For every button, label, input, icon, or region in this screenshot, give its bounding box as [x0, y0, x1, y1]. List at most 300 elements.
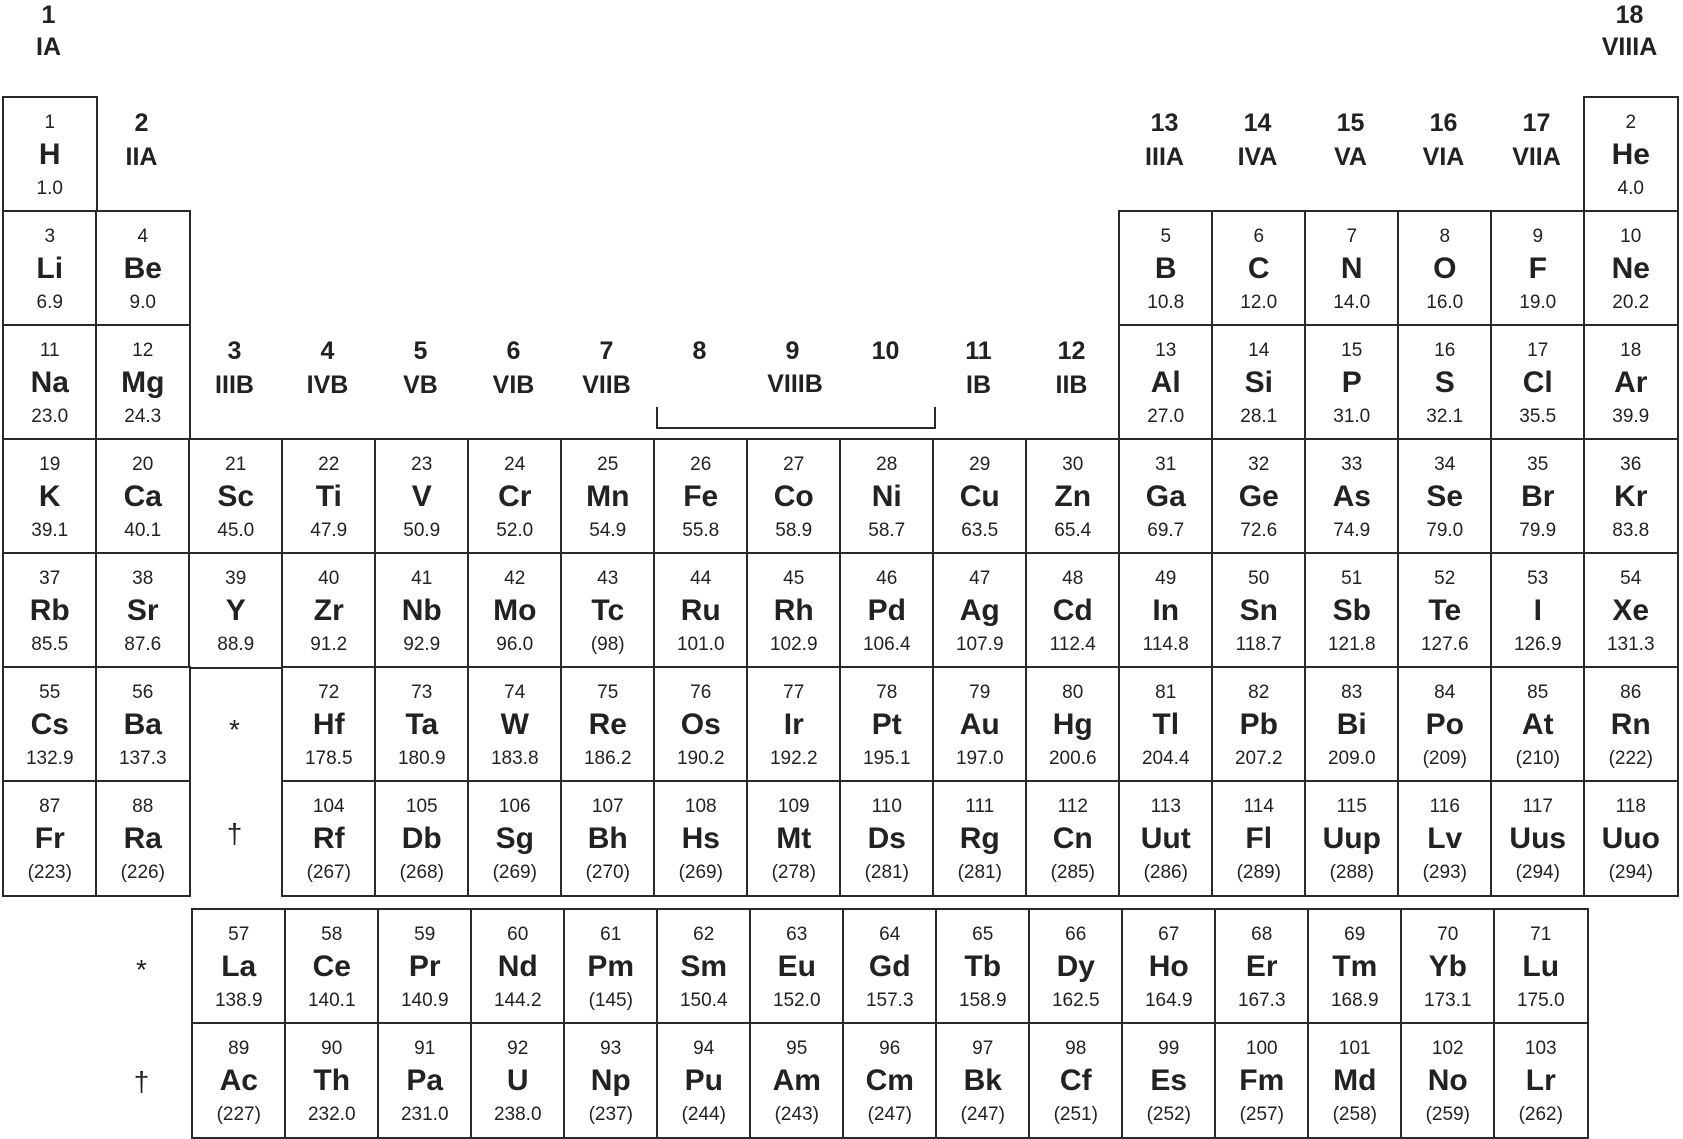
element-cell-bk — [935, 1022, 1031, 1139]
element-symbol: Mg — [121, 366, 165, 399]
element-symbol: Rf — [312, 822, 345, 855]
atomic-mass: 168.9 — [1330, 990, 1379, 1011]
element-cell-w — [467, 666, 563, 783]
element-symbol: Sg — [495, 822, 534, 855]
element-cell-sm — [656, 908, 752, 1025]
atomic-mass: (270) — [585, 862, 630, 883]
element-symbol: Th — [313, 1064, 351, 1097]
atomic-number: 104 — [312, 796, 345, 817]
atomic-number: 4 — [137, 226, 149, 247]
atomic-mass: 92.9 — [403, 634, 441, 655]
element-symbol: C — [1247, 252, 1270, 285]
element-cell-am — [749, 1022, 845, 1139]
atomic-mass: 32.1 — [1426, 406, 1464, 427]
group-header-14 — [1211, 108, 1304, 176]
element-symbol: Am — [772, 1064, 821, 1097]
group-roman: VIIB — [582, 371, 631, 399]
group-header-9 — [746, 336, 839, 366]
element-symbol: Te — [1428, 594, 1462, 627]
element-symbol: Y — [225, 594, 246, 627]
group-header-6 — [467, 336, 560, 404]
element-cell-lv — [1397, 780, 1493, 897]
group-header-15 — [1304, 108, 1397, 176]
atomic-mass: (278) — [771, 862, 816, 883]
atomic-number: 2 — [1625, 112, 1637, 133]
atomic-mass: 63.5 — [961, 520, 999, 541]
group-roman: IIIB — [215, 371, 254, 399]
atomic-number: 73 — [411, 682, 433, 703]
atomic-mass: 20.2 — [1612, 292, 1650, 313]
atomic-number: 49 — [1155, 568, 1177, 589]
element-symbol: Ga — [1145, 480, 1186, 513]
atomic-number: 113 — [1150, 796, 1181, 817]
group-roman: IVB — [306, 371, 349, 399]
atomic-mass: 118.7 — [1235, 634, 1282, 655]
atomic-number: 94 — [693, 1038, 715, 1059]
atomic-number: 8 — [1439, 226, 1451, 247]
atomic-number: 6 — [1253, 226, 1265, 247]
atomic-mass: (247) — [960, 1104, 1005, 1125]
element-symbol: Co — [773, 480, 814, 513]
group-number: 16 — [1429, 109, 1458, 137]
atomic-mass: 85.5 — [31, 634, 69, 655]
atomic-number: 67 — [1158, 924, 1180, 945]
atomic-number: 51 — [1341, 568, 1363, 589]
element-symbol: Eu — [777, 950, 816, 983]
element-symbol: Cs — [30, 708, 69, 741]
atomic-mass: 231.0 — [400, 1104, 449, 1125]
atomic-mass: (98) — [590, 634, 625, 655]
element-symbol: Md — [1333, 1064, 1377, 1097]
atomic-mass: 91.2 — [310, 634, 348, 655]
atomic-mass: (145) — [588, 990, 633, 1011]
element-symbol: N — [1340, 252, 1363, 285]
element-symbol: Pm — [587, 950, 635, 983]
element-symbol: Tc — [591, 594, 625, 627]
atomic-mass: 45.0 — [217, 520, 255, 541]
element-symbol: Tl — [1152, 708, 1180, 741]
group-header-11 — [932, 336, 1025, 404]
element-cell-gd — [842, 908, 938, 1025]
element-cell-rn — [1583, 666, 1679, 783]
element-symbol: P — [1341, 366, 1362, 399]
atomic-number: 23 — [411, 454, 433, 475]
element-cell-kr — [1583, 438, 1679, 555]
element-cell-sr — [95, 552, 191, 669]
element-cell-ho — [1121, 908, 1217, 1025]
group-roman: IIA — [125, 143, 158, 171]
atomic-mass: 72.6 — [1240, 520, 1278, 541]
atomic-number: 70 — [1437, 924, 1459, 945]
element-cell-y — [188, 552, 284, 669]
element-symbol: In — [1152, 594, 1180, 627]
element-symbol: Uut — [1140, 822, 1191, 855]
atomic-number: 64 — [879, 924, 901, 945]
atomic-mass: 138.9 — [214, 990, 263, 1011]
group-number: 13 — [1150, 109, 1179, 137]
atomic-mass: 190.2 — [676, 748, 725, 769]
element-cell-al — [1118, 324, 1214, 441]
lanthanide-row-marker: * — [136, 954, 147, 985]
atomic-number: 88 — [132, 796, 154, 817]
atomic-number: 35 — [1527, 454, 1549, 475]
element-symbol: Sc — [217, 480, 255, 513]
atomic-mass: (269) — [492, 862, 537, 883]
atomic-mass: (285) — [1050, 862, 1095, 883]
group-number: 12 — [1057, 337, 1086, 365]
atomic-mass: (293) — [1422, 862, 1467, 883]
atomic-mass: 158.9 — [958, 990, 1007, 1011]
atomic-mass: 195.1 — [862, 748, 911, 769]
atomic-mass: (222) — [1608, 748, 1653, 769]
atomic-number: 99 — [1158, 1038, 1180, 1059]
atomic-number: 34 — [1434, 454, 1456, 475]
element-symbol: Ar — [1614, 366, 1648, 399]
atomic-number: 77 — [783, 682, 805, 703]
group-number: 6 — [506, 337, 521, 365]
element-symbol: Ta — [405, 708, 439, 741]
atomic-mass: (258) — [1332, 1104, 1377, 1125]
atomic-mass: 157.3 — [865, 990, 914, 1011]
atomic-number: 38 — [132, 568, 154, 589]
group-roman: VB — [403, 371, 438, 399]
atomic-number: 97 — [972, 1038, 994, 1059]
atomic-number: 22 — [318, 454, 340, 475]
element-symbol: Ru — [680, 594, 721, 627]
atomic-mass: 23.0 — [31, 406, 69, 427]
atomic-mass: 14.0 — [1333, 292, 1371, 313]
element-cell-be — [95, 210, 191, 327]
atomic-number: 36 — [1620, 454, 1642, 475]
atomic-mass: 167.3 — [1237, 990, 1286, 1011]
atomic-number: 100 — [1245, 1038, 1278, 1059]
element-cell-b — [1118, 210, 1214, 327]
atomic-number: 85 — [1527, 682, 1549, 703]
element-cell-er — [1214, 908, 1310, 1025]
group-roman: IVA — [1237, 143, 1278, 171]
atomic-mass: 39.1 — [31, 520, 69, 541]
atomic-number: 78 — [876, 682, 898, 703]
atomic-mass: 39.9 — [1612, 406, 1650, 427]
group-roman: VIB — [492, 371, 535, 399]
element-cell-no — [1400, 1022, 1496, 1139]
atomic-mass: 47.9 — [310, 520, 348, 541]
actinide-placeholder-marker: † — [226, 818, 243, 849]
element-cell-fl — [1211, 780, 1307, 897]
atomic-mass: 183.8 — [490, 748, 539, 769]
element-symbol: O — [1433, 252, 1457, 285]
element-symbol: B — [1154, 252, 1177, 285]
atomic-number: 61 — [600, 924, 622, 945]
element-cell-as — [1304, 438, 1400, 555]
group-header-17 — [1490, 108, 1583, 176]
group-number: 11 — [965, 337, 992, 365]
atomic-number: 47 — [969, 568, 991, 589]
atomic-number: 48 — [1062, 568, 1084, 589]
element-symbol: Mt — [776, 822, 812, 855]
atomic-mass: (257) — [1239, 1104, 1284, 1125]
atomic-number: 44 — [690, 568, 712, 589]
element-cell-pt — [839, 666, 935, 783]
element-cell-mo — [467, 552, 563, 669]
element-symbol: Fr — [34, 822, 65, 855]
atomic-number: 29 — [969, 454, 991, 475]
group-header-13 — [1118, 108, 1211, 176]
atomic-number: 116 — [1429, 796, 1460, 817]
element-cell-re — [560, 666, 656, 783]
element-symbol: Zn — [1054, 480, 1092, 513]
atomic-number: 28 — [876, 454, 898, 475]
element-cell-ti — [281, 438, 377, 555]
atomic-mass: 16.0 — [1426, 292, 1464, 313]
element-cell-cd — [1025, 552, 1121, 669]
atomic-number: 91 — [414, 1038, 436, 1059]
group-roman: IIIA — [1145, 143, 1184, 171]
atomic-mass: 69.7 — [1147, 520, 1185, 541]
element-symbol: Es — [1150, 1064, 1188, 1097]
atomic-mass: 121.8 — [1327, 634, 1376, 655]
element-cell-lr — [1493, 1022, 1589, 1139]
element-cell-cm — [842, 1022, 938, 1139]
atomic-number: 72 — [318, 682, 340, 703]
element-symbol: Uuo — [1601, 822, 1660, 855]
element-cell-sn — [1211, 552, 1307, 669]
atomic-number: 7 — [1346, 226, 1358, 247]
element-symbol: Hg — [1052, 708, 1093, 741]
element-cell-u — [470, 1022, 566, 1139]
atomic-mass: (286) — [1143, 862, 1188, 883]
atomic-mass: 140.9 — [400, 990, 449, 1011]
element-cell-f — [1490, 210, 1586, 327]
group-roman: VIA — [1422, 143, 1465, 171]
element-symbol: Hf — [312, 708, 345, 741]
element-cell-br — [1490, 438, 1586, 555]
atomic-number: 87 — [39, 796, 61, 817]
atomic-number: 62 — [693, 924, 715, 945]
atomic-mass: (210) — [1515, 748, 1560, 769]
element-cell-uut — [1118, 780, 1214, 897]
atomic-number: 74 — [504, 682, 526, 703]
atomic-number: 16 — [1434, 340, 1456, 361]
group-roman: IIB — [1055, 371, 1088, 399]
element-symbol: K — [38, 480, 61, 513]
element-cell-rb — [2, 552, 98, 669]
element-cell-te — [1397, 552, 1493, 669]
atomic-mass: 178.5 — [304, 748, 353, 769]
atomic-number: 84 — [1434, 682, 1456, 703]
element-cell-bh — [560, 780, 656, 897]
element-symbol: Po — [1425, 708, 1464, 741]
atomic-mass: (223) — [27, 862, 72, 883]
group-number: 15 — [1336, 109, 1365, 137]
element-symbol: Cu — [959, 480, 1000, 513]
atomic-mass: 144.2 — [493, 990, 542, 1011]
atomic-mass: 35.5 — [1519, 406, 1557, 427]
element-cell-rf — [281, 780, 377, 897]
element-symbol: Be — [123, 252, 162, 285]
element-symbol: Zr — [313, 594, 344, 627]
atomic-number: 1 — [44, 112, 56, 133]
group-number: 8 — [692, 337, 707, 365]
atomic-mass: 107.9 — [955, 634, 1004, 655]
group-header-5 — [374, 336, 467, 404]
element-symbol: Re — [588, 708, 627, 741]
atomic-mass: 152.0 — [772, 990, 821, 1011]
atomic-mass: (294) — [1608, 862, 1653, 883]
element-symbol: H — [38, 138, 61, 171]
element-symbol: Os — [680, 708, 721, 741]
element-symbol: S — [1434, 366, 1455, 399]
element-cell-zn — [1025, 438, 1121, 555]
element-cell-hf — [281, 666, 377, 783]
element-symbol: Ag — [959, 594, 1000, 627]
group-header-8 — [653, 336, 746, 366]
element-symbol: U — [506, 1064, 529, 1097]
element-cell-sb — [1304, 552, 1400, 669]
group-number: 1 — [41, 1, 56, 29]
element-cell-pu — [656, 1022, 752, 1139]
actinide-row-marker: † — [133, 1066, 150, 1097]
element-cell-bi — [1304, 666, 1400, 783]
atomic-mass: 10.8 — [1147, 292, 1185, 313]
atomic-mass: (244) — [681, 1104, 726, 1125]
element-cell-cf — [1028, 1022, 1124, 1139]
atomic-mass: 126.9 — [1513, 634, 1562, 655]
atomic-number: 117 — [1522, 796, 1553, 817]
element-symbol: Lr — [1525, 1064, 1556, 1097]
atomic-mass: 87.6 — [124, 634, 162, 655]
atomic-mass: 50.9 — [403, 520, 441, 541]
group-roman: IB — [966, 371, 991, 399]
element-cell-ba — [95, 666, 191, 783]
element-cell-md — [1307, 1022, 1403, 1139]
atomic-mass: (227) — [216, 1104, 261, 1125]
atomic-number: 69 — [1344, 924, 1366, 945]
element-cell-c — [1211, 210, 1307, 327]
element-symbol: As — [1332, 480, 1371, 513]
element-symbol: Ho — [1148, 950, 1189, 983]
element-symbol: Pb — [1239, 708, 1278, 741]
element-cell-co — [746, 438, 842, 555]
atomic-number: 9 — [1532, 226, 1544, 247]
atomic-number: 96 — [879, 1038, 901, 1059]
group-header-3 — [188, 336, 281, 404]
element-symbol: Ca — [123, 480, 162, 513]
atomic-mass: 137.3 — [118, 748, 167, 769]
atomic-number: 33 — [1341, 454, 1363, 475]
element-symbol: Bk — [963, 1064, 1002, 1097]
group-roman: VIIA — [1512, 143, 1561, 171]
atomic-mass: 1.0 — [36, 178, 63, 199]
element-cell-n — [1304, 210, 1400, 327]
atomic-mass: 12.0 — [1240, 292, 1278, 313]
atomic-number: 50 — [1248, 568, 1270, 589]
element-cell-nb — [374, 552, 470, 669]
atomic-mass: 83.8 — [1612, 520, 1650, 541]
element-symbol: Se — [1426, 480, 1464, 513]
atomic-number: 19 — [39, 454, 61, 475]
element-symbol: Si — [1244, 366, 1273, 399]
element-symbol: Yb — [1428, 950, 1467, 983]
atomic-number: 39 — [225, 568, 247, 589]
element-symbol: Ra — [123, 822, 162, 855]
atomic-number: 101 — [1338, 1038, 1371, 1059]
element-symbol: Fm — [1239, 1064, 1285, 1097]
atomic-mass: 54.9 — [589, 520, 627, 541]
group-header-10 — [839, 336, 932, 366]
element-cell-ni — [839, 438, 935, 555]
atomic-number: 90 — [321, 1038, 343, 1059]
element-cell-ca — [95, 438, 191, 555]
element-cell-os — [653, 666, 749, 783]
atomic-number: 42 — [504, 568, 526, 589]
element-symbol: Ge — [1238, 480, 1279, 513]
atomic-number: 14 — [1248, 340, 1270, 361]
atomic-mass: 132.9 — [25, 748, 74, 769]
element-symbol: He — [1611, 138, 1650, 171]
element-symbol: Na — [30, 366, 69, 399]
atomic-number: 83 — [1341, 682, 1363, 703]
element-symbol: Ti — [315, 480, 342, 513]
atomic-mass: 31.0 — [1333, 406, 1371, 427]
atomic-number: 107 — [591, 796, 624, 817]
atomic-number: 53 — [1527, 568, 1549, 589]
atomic-mass: (267) — [306, 862, 351, 883]
element-symbol: Pr — [408, 950, 441, 983]
atomic-mass: 127.6 — [1420, 634, 1469, 655]
element-cell-cl — [1490, 324, 1586, 441]
atomic-mass: (252) — [1146, 1104, 1191, 1125]
element-symbol: Fl — [1245, 822, 1273, 855]
group-number: 4 — [320, 337, 335, 365]
element-cell-cu — [932, 438, 1028, 555]
element-cell-uus — [1490, 780, 1586, 897]
element-cell-se — [1397, 438, 1493, 555]
atomic-mass: 207.2 — [1234, 748, 1283, 769]
atomic-mass: (259) — [1425, 1104, 1470, 1125]
element-symbol: Bi — [1336, 708, 1367, 741]
group-header-1 — [2, 2, 95, 66]
atomic-mass: (209) — [1422, 748, 1467, 769]
atomic-mass: (294) — [1515, 862, 1560, 883]
element-symbol: Sb — [1332, 594, 1371, 627]
element-symbol: Lv — [1427, 822, 1463, 855]
element-cell-ir — [746, 666, 842, 783]
atomic-mass: 58.7 — [868, 520, 906, 541]
element-symbol: Ne — [1611, 252, 1650, 285]
element-cell-ra — [95, 780, 191, 897]
element-cell-nd — [470, 908, 566, 1025]
atomic-mass: 131.3 — [1606, 634, 1655, 655]
element-cell-pm — [563, 908, 659, 1025]
element-cell-fm — [1214, 1022, 1310, 1139]
element-symbol: Sr — [126, 594, 159, 627]
atomic-number: 118 — [1615, 796, 1646, 817]
atomic-mass: 175.0 — [1516, 990, 1565, 1011]
atomic-number: 105 — [405, 796, 438, 817]
group-roman: VA — [1334, 143, 1367, 171]
atomic-mass: 79.9 — [1519, 520, 1557, 541]
atomic-number: 45 — [783, 568, 805, 589]
element-symbol: Rn — [1610, 708, 1651, 741]
element-symbol: Hs — [681, 822, 720, 855]
atomic-mass: 114.8 — [1142, 634, 1189, 655]
atomic-number: 59 — [414, 924, 436, 945]
atomic-mass: 96.0 — [496, 634, 534, 655]
atomic-number: 26 — [690, 454, 712, 475]
group-header-16 — [1397, 108, 1490, 176]
element-cell-mn — [560, 438, 656, 555]
